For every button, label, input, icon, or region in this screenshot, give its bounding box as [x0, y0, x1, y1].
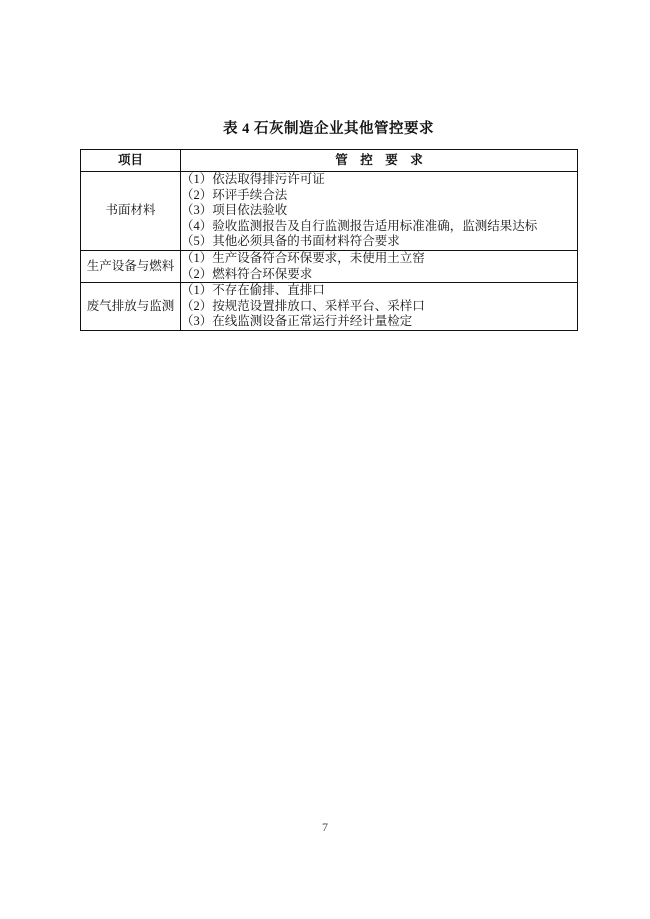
requirement-line: （2）燃料符合环保要求 — [181, 266, 313, 281]
table-row-emission-monitoring — [81, 283, 578, 331]
table-header-row — [81, 150, 578, 172]
requirement-line: （1）生产设备符合环保要求，未使用土立窑 — [181, 250, 425, 265]
table-row-equipment-fuel — [81, 250, 578, 282]
table-caption: 表 4 石灰制造企业其他管控要求 — [223, 121, 434, 137]
row-item-label: 生产设备与燃料 — [81, 250, 181, 282]
requirement-line: （1）依法取得排污许可证 — [181, 172, 325, 186]
requirement-line: （2）环评手续合法 — [181, 187, 288, 202]
requirement-line: （1）不存在偷排、直排口 — [181, 283, 325, 298]
requirement-line: （3）项目依法验收 — [181, 203, 288, 218]
row-requirements — [181, 172, 578, 251]
row-requirements — [181, 283, 578, 331]
requirement-line: （3）在线监测设备正常运行并经计量检定 — [181, 314, 413, 329]
row-item-label: 书面材料 — [81, 172, 181, 251]
page-number: 7 — [322, 820, 328, 834]
table-row-written-materials — [81, 172, 578, 251]
column-header-requirements: 管 控 要 求 — [181, 150, 578, 172]
row-item-label: 废气排放与监测 — [81, 283, 181, 331]
requirement-line: （5）其他必须具备的书面材料符合要求 — [181, 234, 400, 249]
document-content — [80, 0, 577, 331]
column-header-item: 项目 — [81, 150, 181, 172]
row-requirements — [181, 250, 578, 282]
requirement-line: （2）按规范设置排放口、采样平台、采样口 — [181, 298, 425, 313]
requirement-line: （4）验收监测报告及自行监测报告适用标准准确，监测结果达标 — [181, 218, 538, 233]
control-requirements-table — [80, 149, 578, 331]
